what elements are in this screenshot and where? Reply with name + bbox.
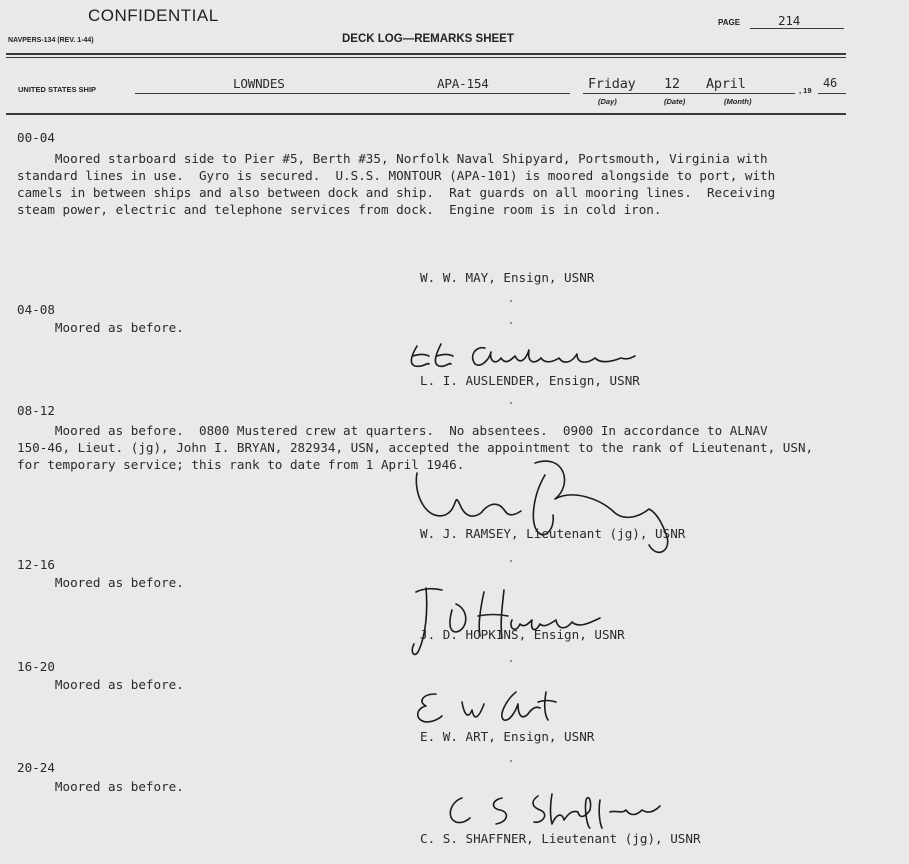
watch-officer-16-20: E. W. ART, Ensign, USNR xyxy=(420,729,595,744)
header-double-rule-top xyxy=(6,53,846,55)
watch-officer-20-24: C. S. SHAFFNER, Lieutenant (jg), USNR xyxy=(420,831,701,846)
year-underline xyxy=(818,93,846,94)
ship-line-bottom-rule xyxy=(6,113,846,115)
day-caption: (Day) xyxy=(598,97,617,106)
center-dot xyxy=(510,300,512,302)
classification-heading: CONFIDENTIAL xyxy=(88,6,219,25)
form-number: NAVPERS-134 (REV. 1-44) xyxy=(8,37,94,44)
watch-remarks-16-20: Moored as before. xyxy=(17,677,184,692)
ship-label: UNITED STATES SHIP xyxy=(18,85,97,94)
page-label: PAGE xyxy=(718,18,741,27)
log-year: 46 xyxy=(823,76,838,90)
ship-line-underline xyxy=(135,93,570,94)
watch-time-08-12: 08-12 xyxy=(17,403,55,418)
sheet-title: DECK LOG—REMARKS SHEET xyxy=(342,33,514,45)
log-day: Friday xyxy=(588,76,636,92)
signature-hopkins xyxy=(408,580,618,662)
month-caption: (Month) xyxy=(724,97,752,106)
watch-remarks-00-04: Moored starboard side to Pier #5, Berth #35, Norfolk Naval Shipyard, Portsmouth, Virginia with standard lines in use. Gyro is secured. U.S.S. MONTOUR (APA-101) is moored alongside to port, with camels in between ships and also between dock and ship. Rat guards on all mooring lines. Receiving steam power, electric and telephone services from dock. Engine room is in cold iron. xyxy=(17,151,776,217)
watch-remarks-12-16: Moored as before. xyxy=(17,575,184,590)
watch-time-04-08: 04-08 xyxy=(17,302,55,317)
header-double-rule-bottom xyxy=(6,57,846,58)
page-number-underline xyxy=(750,28,844,29)
watch-time-12-16: 12-16 xyxy=(17,557,55,572)
page-number: 214 xyxy=(778,13,801,28)
log-date: 12 xyxy=(664,76,680,92)
watch-remarks-20-24: Moored as before. xyxy=(17,779,184,794)
watch-time-20-24: 20-24 xyxy=(17,760,55,775)
watch-officer-04-08: L. I. AUSLENDER, Ensign, USNR xyxy=(420,373,640,388)
date-line-underline xyxy=(583,93,795,94)
log-month: April xyxy=(706,76,746,92)
center-dot xyxy=(510,402,512,404)
center-dot xyxy=(510,660,512,662)
center-dot xyxy=(510,322,512,324)
watch-officer-12-16: J. D. HOPKINS, Ensign, USNR xyxy=(420,627,625,642)
watch-time-16-20: 16-20 xyxy=(17,659,55,674)
signature-auslender xyxy=(405,336,645,372)
watch-officer-08-12: W. J. RAMSEY, Lieutenant (jg), USNR xyxy=(420,526,686,541)
date-caption: (Date) xyxy=(664,97,686,106)
watch-time-00-04: 00-04 xyxy=(17,130,55,145)
year-prefix: , 19 xyxy=(799,86,812,95)
center-dot xyxy=(510,560,512,562)
center-dot xyxy=(510,760,512,762)
hull-number: APA-154 xyxy=(437,76,489,91)
watch-officer-00-04: W. W. MAY, Ensign, USNR xyxy=(420,270,595,285)
signature-shaffner xyxy=(440,790,680,834)
ship-name: LOWNDES xyxy=(233,76,285,91)
watch-remarks-08-12: Moored as before. 0800 Mustered crew at quarters. No absentees. 0900 In accordance to ALNAV 150-46, Lieut. (jg), John I. BRYAN, 282934, USN, accepted the appointment to the rank of Lieutenant, USN, for temporary service; this rank to date from 1 April 1946. xyxy=(17,423,814,472)
watch-remarks-04-08: Moored as before. xyxy=(17,320,184,335)
